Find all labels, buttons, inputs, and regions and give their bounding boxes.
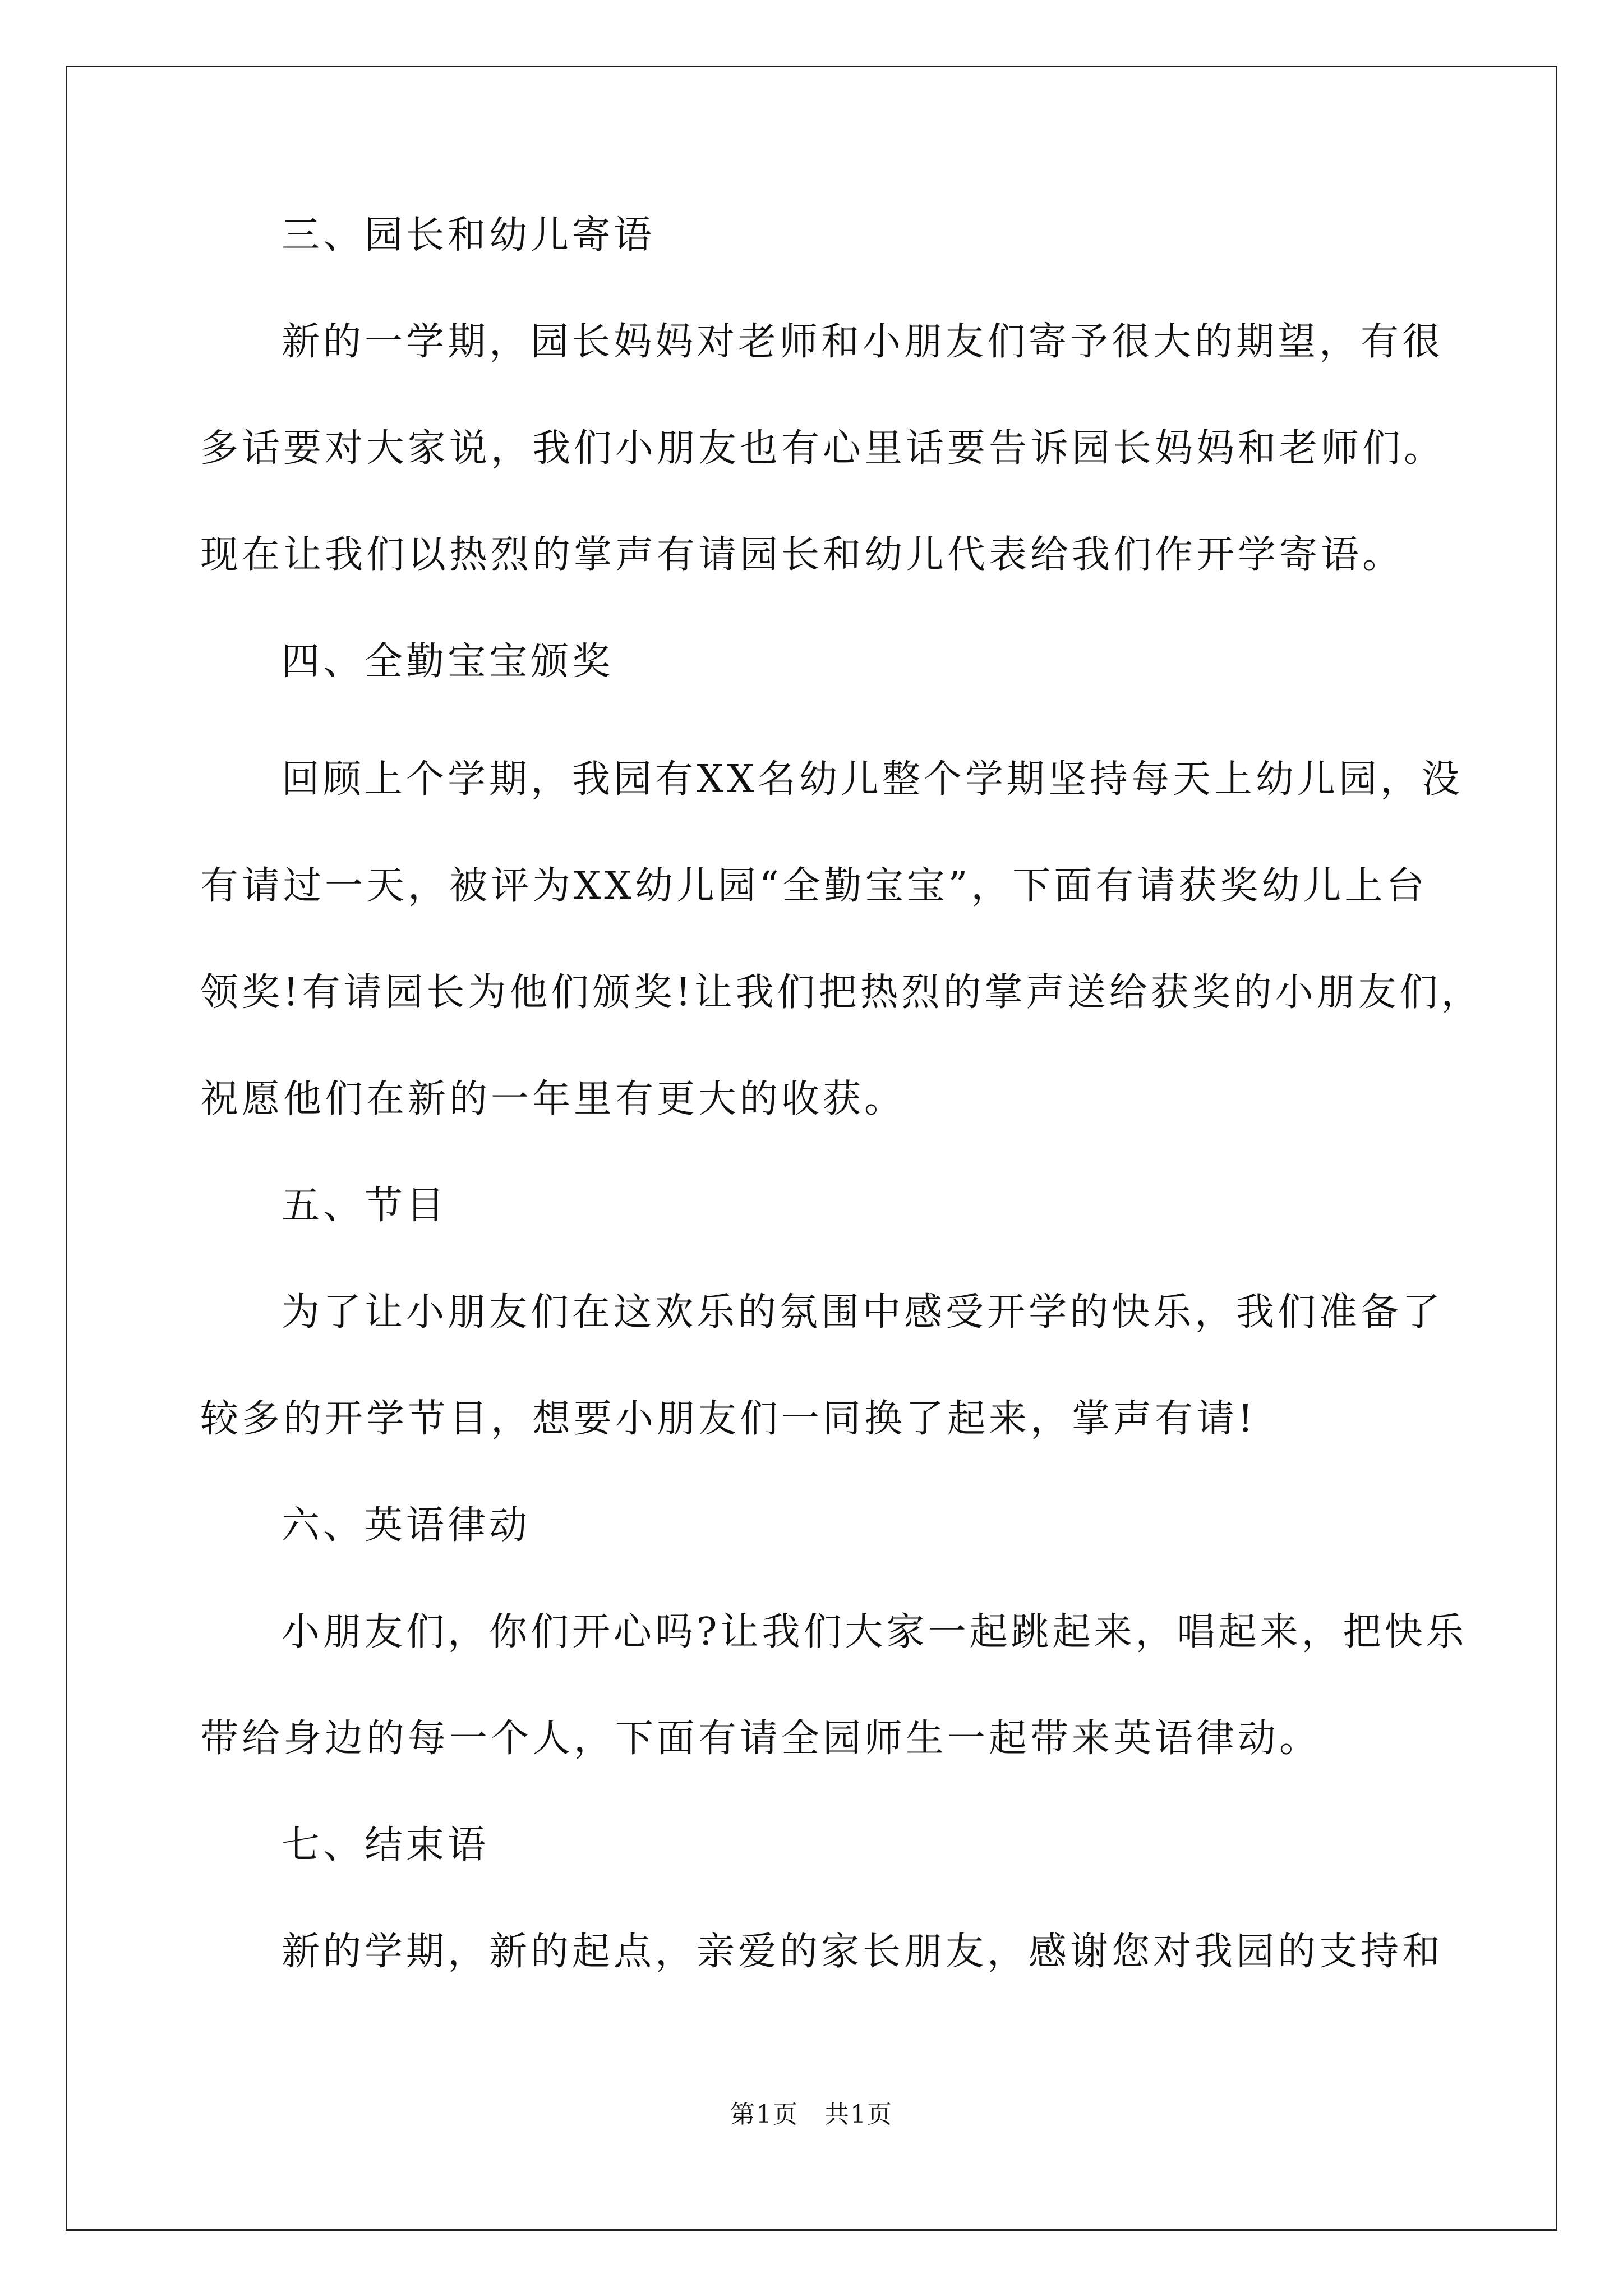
- paragraph-line: 新的一学期，园长妈妈对老师和小朋友们寄予很大的期望，有很: [282, 320, 1444, 364]
- heading-5: 五、节目: [282, 1184, 448, 1228]
- paragraph-line: 较多的开学节目，想要小朋友们一同换了起来，掌声有请!: [200, 1397, 1257, 1441]
- heading-7: 七、结束语: [282, 1823, 490, 1867]
- paragraph-line: 有请过一天，被评为XX幼儿园“全勤宝宝”，下面有请获奖幼儿上台: [200, 864, 1428, 908]
- paragraph-line: 回顾上个学期，我园有XX名幼儿整个学期坚持每天上幼儿园，没: [282, 757, 1463, 802]
- paragraph-line: 新的学期，新的起点，亲爱的家长朋友，感谢您对我园的支持和: [282, 1930, 1444, 1974]
- page-number: 第1页 共1页: [730, 2100, 893, 2129]
- paragraph-line: 多话要对大家说，我们小朋友也有心里话要告诉园长妈妈和老师们。: [200, 426, 1446, 471]
- heading-6: 六、英语律动: [282, 1503, 531, 1548]
- paragraph-line: 为了让小朋友们在这欢乐的氛围中感受开学的快乐，我们准备了: [282, 1290, 1444, 1335]
- heading-4: 四、全勤宝宝颁奖: [282, 639, 614, 684]
- paragraph-line: 带给身边的每一个人，下面有请全园师生一起带来英语律动。: [200, 1717, 1321, 1761]
- paragraph-line: 现在让我们以热烈的掌声有请园长和幼儿代表给我们作开学寄语。: [200, 533, 1404, 577]
- heading-3: 三、园长和幼儿寄语: [282, 213, 656, 257]
- paragraph-line: 祝愿他们在新的一年里有更大的收获。: [200, 1077, 906, 1121]
- paragraph-line: 领奖!有请园长为他们颁奖!让我们把热烈的掌声送给获奖的小朋友们，: [200, 970, 1483, 1015]
- paragraph-line: 小朋友们，你们开心吗?让我们大家一起跳起来，唱起来，把快乐: [282, 1610, 1468, 1654]
- page-border: [66, 66, 1557, 2231]
